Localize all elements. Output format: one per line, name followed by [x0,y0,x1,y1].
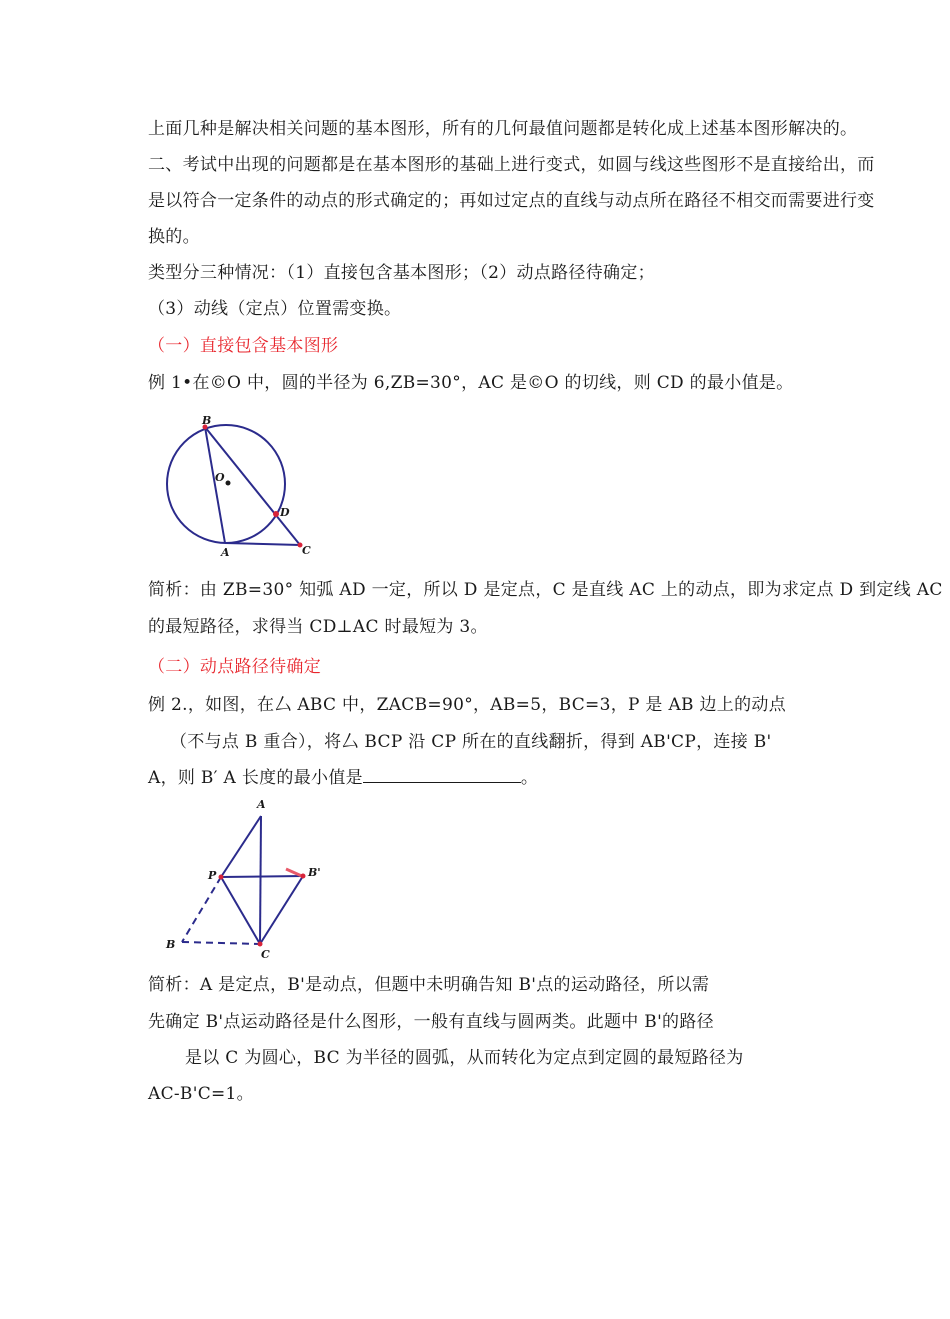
dashed-pb [182,877,221,942]
analysis-2-line-4: AC-B'C=1。 [148,1084,254,1104]
label-p: P [208,869,217,882]
analysis-2-line-2: 先确定 B'点运动路径是什么图形，一般有直线与圆两类。此题中 B'的路径 [148,1012,714,1032]
label-a2: A [257,798,266,811]
analysis-2-line-3: 是以 C 为圆心，BC 为半径的圆弧，从而转化为定点到定圆的最短路径为 [185,1048,744,1068]
label-c: C [302,544,311,557]
paragraph-2-line-3: 换的。 [148,227,200,247]
example-1-text: 例 1•在©O 中，圆的半径为 6,ZB=30°，AC 是©O 的切线，则 CD 的最小值是。 [148,373,794,393]
example-2-line-3 [148,766,538,789]
segment-pb-prime [221,876,303,877]
example-2-end: 。 [520,768,539,788]
figure-fold-triangle [160,796,330,962]
figure-circle-tangent [160,412,330,562]
label-b: B [202,414,212,427]
analysis-2-line-1: 简析：A 是定点，B'是动点，但题中未明确告知 B'点的运动路径，所以需 [148,975,710,995]
segment-pc [221,877,260,944]
label-c2: C [261,948,270,961]
section-1-heading: （一）直接包含基本图形 [148,336,339,356]
label-a: A [221,546,230,559]
point-c2 [258,942,263,947]
label-d: D [280,506,290,519]
paragraph-2-line-2: 是以符合一定条件的动点的形式确定的；再如过定点的直线与动点所在路径不相交而需要进行变 [148,191,875,211]
segment-ap [221,816,261,877]
center-point-o [226,481,231,486]
point-b-prime [301,874,306,879]
example-2-question: A，则 B′ A 长度的最小值是 [148,768,363,788]
segment-ba [205,427,225,543]
example-2-line-2: （不与点 B 重合），将厶 BCP 沿 CP 所在的直线翻折，得到 AB'CP，连接 B' [170,732,772,752]
example-2-line-1: 例 2.，如图，在厶 ABC 中，ZACB=90°，AB=5，BC=3，P 是 AB 边上的动点 [148,695,787,715]
paragraph-2-line-1: 二、考试中出现的问题都是在基本图形的基础上进行变式，如圆与线这些图形不是直接给出，而 [148,155,875,175]
point-p [219,875,224,880]
paragraph-type-3: （3）动线（定点）位置需变换。 [148,299,402,319]
segment-b-prime-c [260,876,303,944]
analysis-1-line-2: 的最短路径，求得当 CD⊥AC 时最短为 3。 [148,617,488,637]
tangent-ac [225,543,300,545]
segment-ac [260,816,261,944]
label-b-prime: B' [308,866,321,879]
answer-blank [363,766,521,783]
analysis-1-line-1: 简析：由 ZB=30° 知弧 AD 一定，所以 D 是定点，C 是直线 AC 上的动点，即为求定点 D 到定线 AC [148,580,943,600]
label-o: O [215,471,225,484]
dashed-bc [182,942,260,944]
point-d [273,511,279,517]
paragraph-types: 类型分三种情况：（1）直接包含基本图形；（2）动点路径待确定； [148,263,655,283]
label-b2: B [166,938,176,951]
section-2-heading: （二）动点路径待确定 [148,657,321,677]
paragraph-summary: 上面几种是解决相关问题的基本图形，所有的几何最值问题都是转化成上述基本图形解决的。 [148,119,858,139]
